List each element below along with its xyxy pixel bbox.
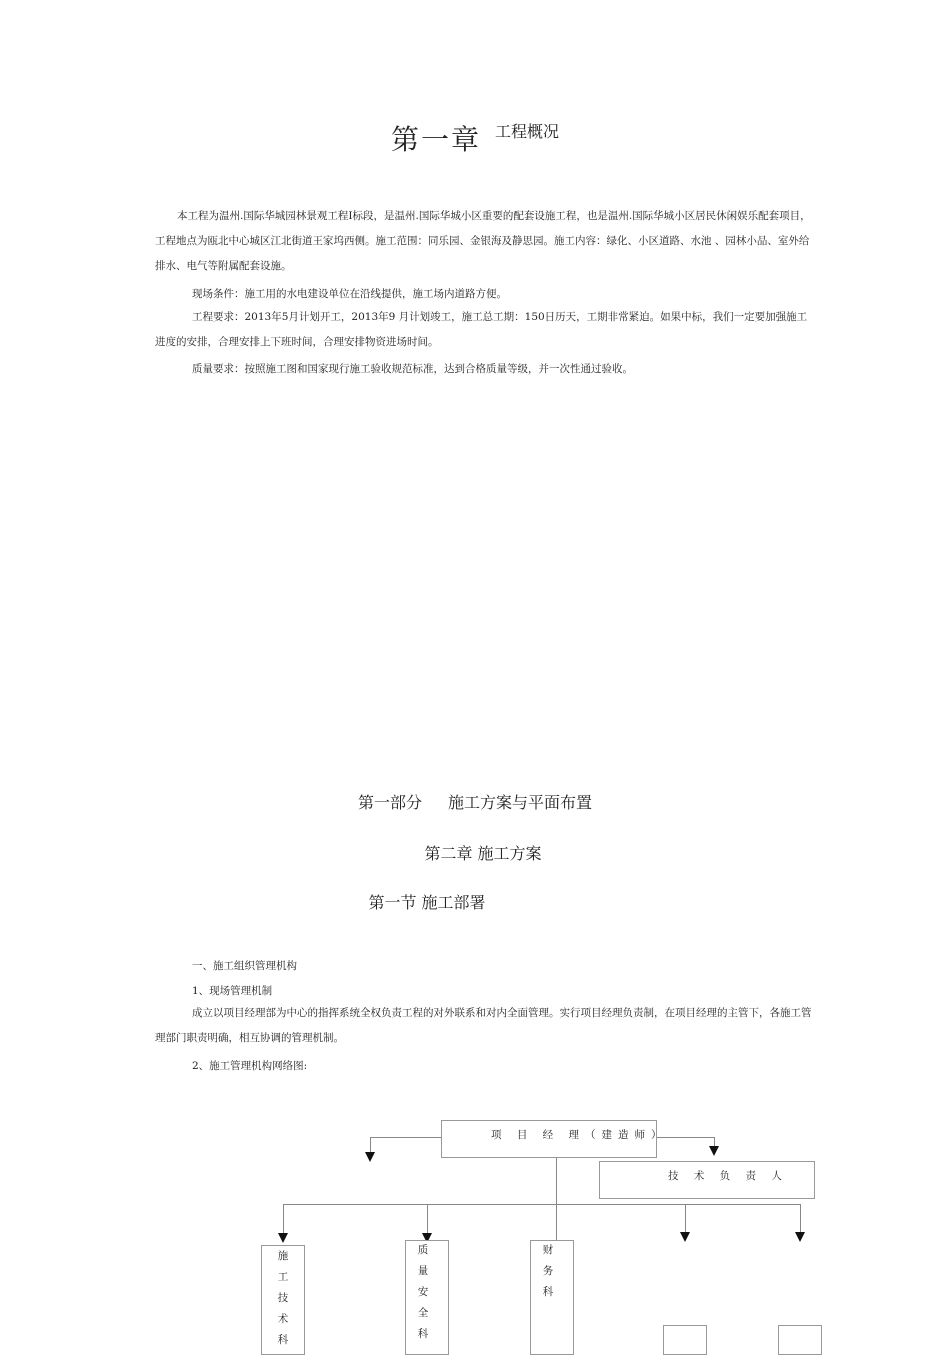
site-conditions: 现场条件：施工用的水电建设单位在沿线提供，施工场内道路方便。: [192, 288, 507, 300]
org-sub2: 2、施工管理机构网络图:: [192, 1060, 308, 1072]
dept-quality-char: 质: [417, 1244, 429, 1256]
chapter-title: [0, 118, 950, 158]
dept-tech-char: 施: [277, 1250, 289, 1262]
dept-tech-label: [276, 1246, 290, 1351]
schedule-paragraph: [155, 305, 815, 355]
section1-title: 第一节 施工部署: [368, 893, 486, 912]
dept-tech-char: 技: [277, 1292, 289, 1304]
part-title-a: 第一部分: [357, 793, 422, 812]
dept-finance-char: 科: [542, 1286, 554, 1298]
schedule-text: 工程要求：2013年5月计划开工，2013年9 月计划竣工，施工总工期：150日历天，工期非常紧迫。如果中标，我们一定要加强施工进度的安排，合理安排上下班时间，合理安排物资进场时间。: [155, 311, 808, 348]
arrow-down-icon: [680, 1232, 690, 1242]
arrow-down-icon: [278, 1233, 288, 1243]
chapter-title-sub: 工程概况: [495, 122, 560, 141]
org-paragraph: [155, 1001, 815, 1051]
dept-quality-label: [416, 1240, 430, 1345]
arrow-down-icon: [795, 1232, 805, 1242]
overview-paragraph: [155, 204, 815, 279]
dept-tech-char: 工: [277, 1271, 289, 1283]
dept-box-5: [778, 1325, 822, 1355]
dept-quality-char: 安: [417, 1286, 429, 1298]
dept-finance-char: 务: [542, 1265, 554, 1277]
dept-finance-label: [541, 1240, 555, 1303]
dept-tech-char: 术: [277, 1313, 289, 1325]
part-title: [0, 790, 950, 813]
connector-right-down: [714, 1137, 715, 1146]
connector-branch-4: [685, 1204, 686, 1233]
arrow-down-icon: [709, 1146, 719, 1156]
org-paragraph-text: 成立以项目经理部为中心的指挥系统全权负责工程的对外联系和对内全面管理。实行项目经理负责制，在项目经理的主管下，各施工管理部门职责明确，相互协调的管理机制。: [155, 1007, 812, 1044]
arrow-down-icon: [365, 1152, 375, 1162]
project-manager-label: 项 目 经 理（建造师）: [491, 1129, 668, 1141]
dept-box-4: [663, 1325, 707, 1355]
dept-tech-char: 科: [277, 1334, 289, 1346]
org-heading: 一、施工组织管理机构: [192, 960, 297, 972]
overview-text: 本工程为温州.国际华城园林景观工程I标段，是温州.国际华城小区重要的配套设施工程，也是温州.国际华城小区居民休闲娱乐配套项目，工程地点为瓯北中心城区江北街道王家坞西侧。施工范围：同乐园、金银海及静思园。施工内容：绿化、小区道路、水池 、园林小品、室外给排水、电气等附属配套设施。: [155, 210, 811, 272]
org-sub1: 1、现场管理机制: [192, 985, 273, 997]
part-title-b: 施工方案与平面布置: [448, 793, 593, 812]
connector-branch-5: [800, 1204, 801, 1233]
connector-left-down: [370, 1137, 371, 1153]
dept-quality-char: 量: [417, 1265, 429, 1277]
quality-requirements: 质量要求：按照施工图和国家现行施工验收规范标准，达到合格质量等级，并一次性通过验收。: [192, 363, 633, 375]
dept-finance-char: 财: [542, 1244, 554, 1256]
tech-lead-label: 技 术 负 责 人: [668, 1170, 788, 1182]
connector-branch-1: [283, 1204, 284, 1234]
chapter-title-main: 第一章: [390, 123, 481, 156]
connector-branch-2: [427, 1204, 428, 1234]
dept-quality-char: 科: [417, 1328, 429, 1340]
dept-quality-char: 全: [417, 1307, 429, 1319]
chapter2-title: 第二章 施工方案: [424, 844, 542, 863]
connector-branch: [283, 1204, 801, 1205]
